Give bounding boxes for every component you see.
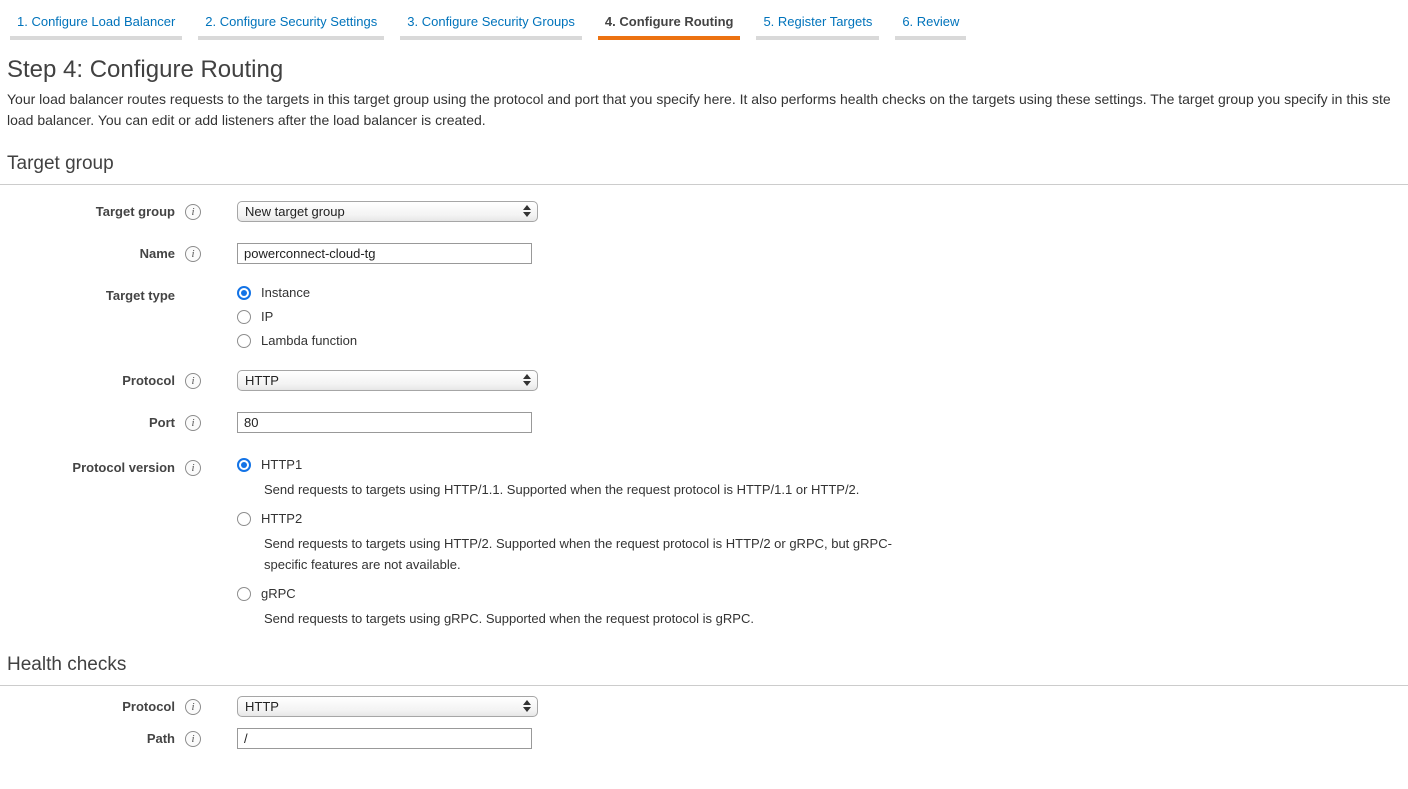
protocol-version-option-grpc [237,586,924,629]
protocol-version-row [0,457,1408,640]
target-type-options [237,285,357,357]
section-divider [0,184,1408,185]
page-intro [7,89,1408,131]
radio-label: HTTP2 [261,511,303,526]
protocol-version-option-http2 [237,511,924,575]
select-caret-icon [523,700,531,712]
protocol-version-grpc-description: Send requests to targets using gRPC. Supported when the request protocol is gRPC. [264,611,754,626]
info-icon[interactable] [185,415,201,431]
tab-configure-security-groups[interactable]: 3. Configure Security Groups [400,9,582,40]
protocol-version-http2-choice[interactable] [237,511,924,526]
protocol-version-label: Protocol version [72,460,175,475]
intro-line-2: load balancer. You can edit or add listeners after the load balancer is created. [7,112,486,128]
protocol-label: Protocol [122,373,175,388]
target-group-select[interactable] [237,201,538,222]
port-row [0,412,1408,433]
radio-label: gRPC [261,586,296,601]
info-icon[interactable] [185,731,201,747]
health-check-protocol-row [0,696,1408,717]
radio-label: Instance [261,285,311,300]
info-icon[interactable] [185,204,201,220]
radio-button-icon[interactable] [237,512,251,526]
port-label: Port [149,415,175,430]
info-icon[interactable] [185,246,201,262]
select-caret-icon [523,205,531,217]
radio-label: IP [261,309,274,324]
health-checks-section-heading: Health checks [7,654,127,675]
radio-button-icon[interactable] [237,286,251,300]
radio-button-icon[interactable] [237,458,251,472]
wizard-tab-bar [0,0,1408,40]
target-group-row [0,201,1408,222]
radio-label: Lambda function [261,333,358,348]
target-group-select-value: New target group [245,204,345,219]
health-check-path-label: Path [146,731,175,746]
health-check-path-input[interactable] [237,728,532,749]
health-check-protocol-select-value: HTTP [245,699,279,714]
info-icon[interactable] [185,373,201,389]
target-type-row [0,285,1408,357]
target-type-option-lambda[interactable] [237,333,357,348]
protocol-version-http1-description: Send requests to targets using HTTP/1.1. Supported when the request protocol is HTTP/1.1 or HTTP/2. [264,482,860,497]
radio-button-icon[interactable] [237,334,251,348]
health-check-path-row [0,728,1408,749]
protocol-version-http2-description: Send requests to targets using HTTP/2. Supported when the request protocol is HTTP/2 or gRPC, but gRPC-specific features are not available. [264,536,892,572]
protocol-select[interactable] [237,370,538,391]
tab-review[interactable]: 6. Review [895,9,966,40]
target-type-option-instance[interactable] [237,285,357,300]
section-divider [0,685,1408,686]
info-icon[interactable] [185,460,201,476]
target-type-label: Target type [105,288,175,303]
tab-configure-routing[interactable]: 4. Configure Routing [598,9,741,40]
name-row [0,243,1408,264]
name-label: Name [139,246,175,261]
health-check-protocol-label: Protocol [122,699,175,714]
intro-line-1: Your load balancer routes requests to the targets in this target group using the protocol and port that you specify here. It also performs health checks on the targets using these settings. The target group you specify in this ste [7,91,1391,107]
info-icon[interactable] [185,699,201,715]
tab-register-targets[interactable]: 5. Register Targets [756,9,879,40]
tab-configure-load-balancer[interactable]: 1. Configure Load Balancer [10,9,182,40]
protocol-version-grpc-choice[interactable] [237,586,924,601]
radio-label: HTTP1 [261,457,303,472]
radio-button-icon[interactable] [237,587,251,601]
protocol-version-options [237,457,924,640]
tab-configure-security-settings[interactable]: 2. Configure Security Settings [198,9,384,40]
target-type-option-ip[interactable] [237,309,357,324]
protocol-select-value: HTTP [245,373,279,388]
protocol-version-http1-choice[interactable] [237,457,924,472]
health-check-protocol-select[interactable] [237,696,538,717]
target-group-section-heading: Target group [7,153,114,174]
protocol-row [0,370,1408,391]
select-caret-icon [523,374,531,386]
page-title: Step 4: Configure Routing [7,56,284,83]
name-input[interactable] [237,243,532,264]
radio-button-icon[interactable] [237,310,251,324]
target-group-label: Target group [95,204,175,219]
protocol-version-option-http1 [237,457,924,500]
port-input[interactable] [237,412,532,433]
